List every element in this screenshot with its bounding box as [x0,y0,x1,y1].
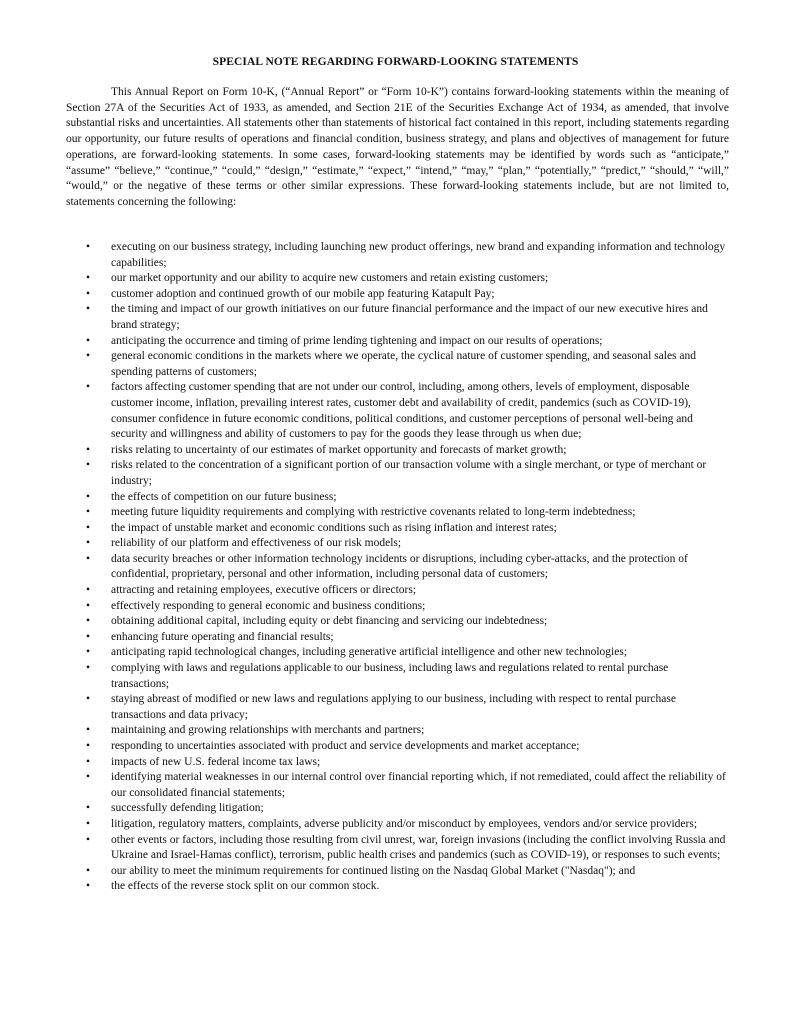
list-item [66,801,729,817]
list-item [66,630,729,646]
bullet-icon: • [86,272,91,285]
list-item [66,583,729,599]
list-item [66,599,729,615]
bullet-icon: • [86,662,91,675]
intro-paragraph: This Annual Report on Form 10-K, (“Annual Report” or “Form 10-K”) contains forward-looking statements within the meaning of Section 27A of the Securities Act of 1933, as amended, and Section 21E of the Securities Exchange Act of 1934, as amended, that involve substantial risks and uncertainties. All statements other than statements of historical fact contained in this report, including statements regarding our opportunity, our future results of operations and financial condition, business strategy, and plans and objectives of management for future operations, are forward-looking statements. In some cases, forward-looking statements may be identified by words such as “anticipate,” “assume” “believe,” “continue,” “could,” “design,” “estimate,” “expect,” “intend,” “may,” “plan,” “potentially,” “predict,” “should,” “will,” “would,” or the negative of these terms or other similar expressions. These forward-looking statements include, but are not limited to, statements concerning the following: [66,86,729,208]
list-item [66,614,729,630]
list-item [66,240,729,271]
list-item [66,739,729,755]
bullet-icon: • [86,740,91,752]
bullet-icon: • [86,646,91,659]
bullet-icon: • [86,303,91,316]
bullet-icon: • [86,615,91,628]
bullet-icon: • [86,552,91,565]
list-item [66,334,729,350]
list-item-text: the impact of unstable market and economic conditions such as rising inflation and interest rates; [111,521,557,534]
page-title: SPECIAL NOTE REGARDING FORWARD-LOOKING STATEMENTS [212,56,579,68]
list-item-text: attracting and retaining employees, executive officers or directors; [111,584,417,597]
list-item [66,755,729,771]
list-item-text: litigation, regulatory matters, complaints, adverse publicity and/or misconduct by employees, vendors and/or service providers; [111,817,698,830]
bullet-icon: • [86,241,91,253]
list-item [66,271,729,287]
bullet-icon: • [86,443,91,456]
list-item-text: impacts of new U.S. federal income tax laws; [111,755,321,768]
list-item [66,879,729,895]
list-item [66,645,729,661]
list-item-text: other events or factors, including those resulting from civil unrest, war, foreign invasions (including the conflict involving Russia and Ukraine and Israel-Hamas conflict), terrorism, public health crises and pandemics (such as COVID-19), or responses to such events; [111,833,726,862]
list-item [66,505,729,521]
list-item-text: factors affecting customer spending that are not under our control, including, among others, levels of employment, disposable customer income, inflation, prevailing interest rates, customer debt and availability of credit, pandemics (such as COVID-19), consumer confidence in future economic conditions, political conditions, and customer perceptions of personal well-being and security and willingness and ability of customers to pay for the goods they lease through us when due; [111,381,693,441]
list-item [66,723,729,739]
bullet-icon: • [86,833,91,846]
list-item-text: risks related to the concentration of a significant portion of our transaction volume with a single merchant, or type of merchant or industry; [111,459,707,487]
bullet-icon: • [86,381,91,394]
list-item [66,692,729,723]
list-item-text: anticipating rapid technological changes, including generative artificial intelligence and other new technologies; [111,646,628,659]
list-item-text: enhancing future operating and financial results; [111,630,334,643]
list-item [66,302,729,333]
list-item-text: executing on our business strategy, including launching new product offerings, new brand and expanding information and technology capabilities; [111,241,726,269]
bullet-icon: • [86,630,91,643]
bullet-icon: • [86,506,91,519]
bullet-icon: • [86,584,91,597]
list-item-text: responding to uncertainties associated with product and service developments and market acceptance; [111,740,580,752]
bullet-icon: • [86,817,91,830]
bullet-icon: • [86,755,91,768]
list-item-text: data security breaches or other information technology incidents or disruptions, including cyber-attacks, and the protection of confidential, proprietary, personal and other information, including personal data of customers; [111,552,688,581]
bullet-icon: • [86,334,91,347]
bullet-icon: • [86,724,91,737]
list-item [66,380,729,442]
list-item-text: the effects of competition on our future business; [111,490,337,503]
bullet-icon: • [86,490,91,503]
list-item-text: meeting future liquidity requirements and complying with restrictive covenants related to long-term indebtedness; [111,506,636,519]
list-item-text: the timing and impact of our growth initiatives on our future financial performance and the impact of our new executive hires and brand strategy; [111,303,708,331]
statement-list [66,240,729,895]
list-item-text: identifying material weaknesses in our internal control over financial reporting which, if not remediated, could affect the reliability of our consolidated financial statements; [111,771,726,799]
bullet-icon: • [86,880,91,893]
bullet-icon: • [86,864,91,877]
list-item-text: anticipating the occurrence and timing of prime lending tightening and impact on our results of operations; [111,334,603,347]
list-item-text: our market opportunity and our ability to acquire new customers and retain existing customers; [111,272,549,285]
list-item [66,349,729,380]
list-item-text: risks relating to uncertainty of our estimates of market opportunity and forecasts of market growth; [111,443,567,456]
bullet-icon: • [86,599,91,612]
bullet-icon: • [86,350,91,363]
list-item-text: general economic conditions in the markets where we operate, the cyclical nature of customer spending, and seasonal sales and spending patterns of customers; [111,350,697,378]
list-item-text: our ability to meet the minimum requirements for continued listing on the Nasdaq Global Market ("Nasdaq"); and [111,864,636,877]
list-item [66,661,729,692]
bullet-icon: • [86,287,91,300]
list-item [66,521,729,537]
list-item [66,552,729,583]
list-item [66,287,729,303]
list-item-text: successfully defending litigation; [111,802,264,815]
list-item-text: reliability of our platform and effectiveness of our risk models; [111,537,402,550]
list-item-text: staying abreast of modified or new laws and regulations applying to our business, including with respect to rental purchase transactions and data privacy; [111,693,676,721]
bullet-icon: • [86,693,91,706]
list-item-text: customer adoption and continued growth of our mobile app featuring Katapult Pay; [111,287,495,300]
bullet-icon: • [86,771,91,784]
bullet-icon: • [86,459,91,472]
bullet-icon: • [86,802,91,815]
list-item [66,833,729,864]
list-item-text: complying with laws and regulations applicable to our business, including laws and regulations related to rental purchase transactions; [111,662,669,690]
bullet-icon: • [86,521,91,534]
list-item [66,490,729,506]
bullet-icon: • [86,537,91,550]
list-item-text: the effects of the reverse stock split on our common stock. [111,880,380,893]
list-item [66,817,729,833]
list-item [66,443,729,459]
list-item-text: effectively responding to general economic and business conditions; [111,599,426,612]
list-item [66,770,729,801]
list-item-text: maintaining and growing relationships with merchants and partners; [111,724,425,737]
list-item [66,536,729,552]
list-item-text: obtaining additional capital, including equity or debt financing and servicing our indebtedness; [111,615,548,628]
list-item [66,458,729,489]
list-item [66,864,729,880]
